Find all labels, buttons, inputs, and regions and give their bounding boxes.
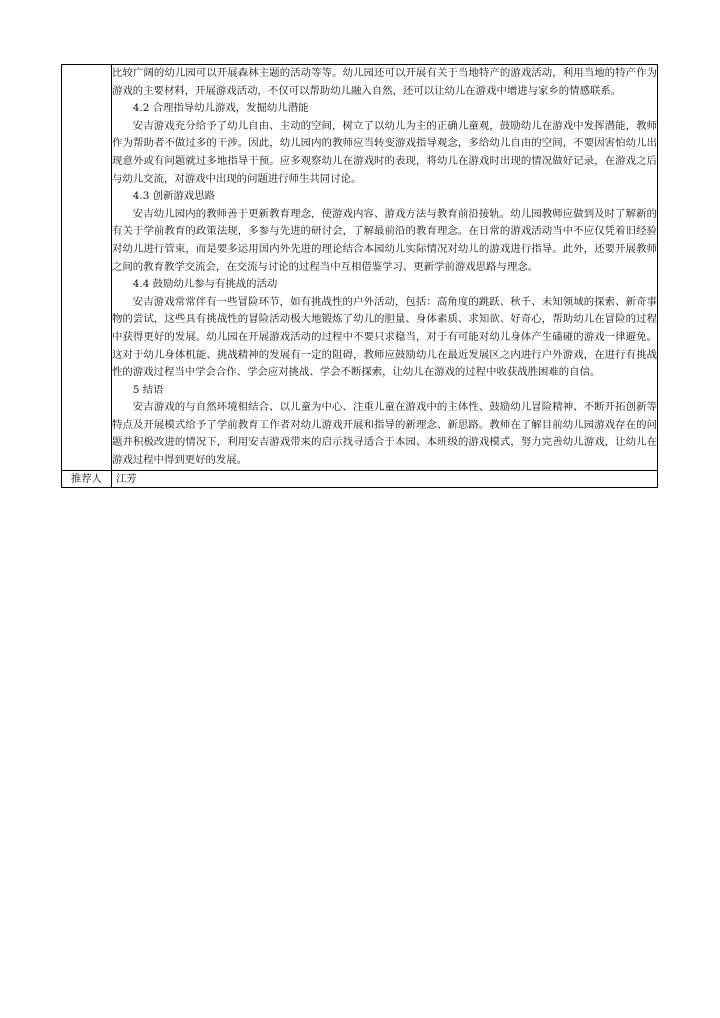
section-heading-4-4: 4.4 鼓励幼儿参与有挑战的活动	[132, 278, 278, 291]
section-heading-4-3: 4.3 创新游戏思路	[132, 190, 215, 203]
section-heading-4-2: 4.2 合理指导幼儿游戏，发掘幼儿潜能	[132, 102, 309, 115]
paragraph-4-4: 安吉游戏常常伴有一些冒险环节，如有挑战性的户外活动，包括：高角度的跳跃、秋千、未知领域的探索、新奇事物的尝试，这些具有挑战性的冒险活动极大地锻炼了幼儿的胆量、身体素质、求知欲、好奇心，帮助幼儿在冒险的过程中获得更好的发展。幼儿园在开展游戏活动的过程中不要只求稳当，对于有可能对幼儿身体产生磕碰的游戏一律避免。这对于幼儿身体机能、挑战精神的发展有一定的阻碍，教师应鼓励幼儿在最近发展区之内进行户外游戏，在进行有挑战性的游戏过程当中学会合作、学会应对挑战、学会不断探索，让幼儿在游戏的过程中收获战胜困难的自信。	[112, 295, 657, 379]
document-table	[61, 64, 658, 488]
paragraph-intro-continuation: 比较广阔的幼儿园可以开展森林主题的活动等等。幼儿园还可以开展有关于当地特产的游戏活动，利用当地的特产作为游戏的主要材料，开展游戏活动，不仅可以帮助幼儿融入自然，还可以让幼儿在游戏中增进与家乡的情感联系。	[112, 67, 657, 97]
paragraph-4-3: 安吉幼儿园内的教师善于更新教育理念，使游戏内容、游戏方法与教育前沿接轨。幼儿园教师应做到及时了解新的有关于学前教育的政策法规，多参与先进的研讨会，了解最前沿的教育理念。在日常的游戏活动当中不应仅凭着旧经验对幼儿进行管束，而是要多运用国内外先进的理论结合本园幼儿实际情况对幼儿的游戏进行指导。此外，还要开展教师之间的教育教学交流会，在交流与讨论的过程当中互相借鉴学习、更新学前游戏思路与理念。	[112, 207, 657, 273]
paragraph-4-2: 安吉游戏充分给予了幼儿自由、主动的空间，树立了以幼儿为主的正确儿童观，鼓励幼儿在游戏中发挥潜能，教师作为帮助者不做过多的干涉。因此，幼儿园内的教师应当转变游戏指导观念，多给幼儿自由的空间，不要因害怕幼儿出现意外或有问题就过多地指导干预。应多观察幼儿在游戏时的表现，将幼儿在游戏时出现的情况做好记录，在游戏之后与幼儿交流，对游戏中出现的问题进行师生共同讨论。	[112, 119, 657, 185]
paragraph-5: 安吉游戏的与自然环境相结合、以儿童为中心、注重儿童在游戏中的主体性、鼓励幼儿冒险精神、不断开拓创新等特点及开展模式给予了学前教育工作者对幼儿游戏开展和指导的新理念、新思路。教师在了解目前幼儿园游戏存在的问题并积极改进的情况下，利用安吉游戏带来的启示找寻适合于本园、本班级的游戏模式，努力完善幼儿游戏，让幼儿在游戏过程中得到更好的发展。	[112, 401, 657, 467]
content-cell	[112, 65, 658, 471]
recommender-name: 江芳	[112, 470, 658, 487]
content-label-cell	[62, 65, 112, 471]
content-row	[62, 65, 658, 471]
recommender-row	[62, 470, 658, 487]
section-heading-5: 5 结语	[132, 383, 164, 396]
recommender-label: 推荐人	[62, 470, 112, 487]
